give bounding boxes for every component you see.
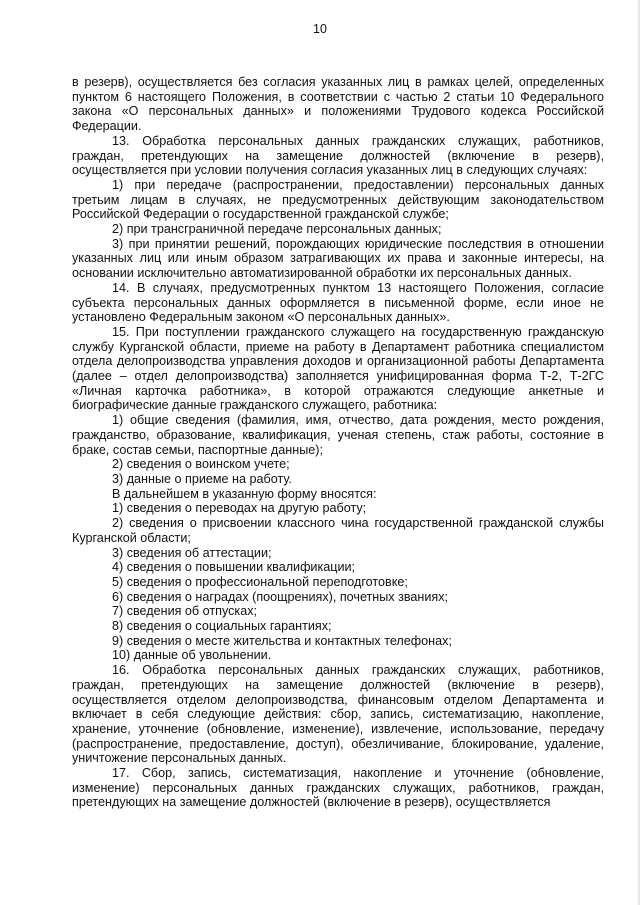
paragraph: 10) данные об увольнении. bbox=[112, 648, 272, 663]
paragraph: 3) при принятии решений, порождающих юридические последствия в отношении указанных лиц или иным образом затрагивающих их права и законные интересы, на основании исключительно автоматизированной обработки их персональных данных. bbox=[72, 236, 604, 281]
paragraph: 4) сведения о повышении квалификации; bbox=[112, 560, 356, 575]
paragraph: 1) общие сведения (фамилия, имя, отчество, дата рождения, место рождения, гражданство, образование, квалификация, ученая степень, стаж работы, состояние в браке, состав семьи, паспортные данные); bbox=[72, 413, 604, 457]
paragraph: 2) при трансграничной передаче персональных данных; bbox=[112, 222, 442, 237]
paragraph: В дальнейшем в указанную форму вносятся: bbox=[112, 486, 377, 501]
paragraph: 2) сведения о воинском учете; bbox=[112, 457, 290, 472]
paragraph: в резерв), осуществляется без согласия указанных лиц в рамках целей, определенных пунктом 6 настоящего Положения, в соответствии с частью 2 статьи 10 Федерального закона «О персональных данных» и положениями Трудового кодекса Российской Федерации. bbox=[72, 75, 604, 134]
paragraph: 13. Обработка персональных данных гражданских служащих, работников, граждан, претендующих на замещение должностей (включение в резерв), осуществляется при условии получения согласия указанных лиц в следующих случаях: bbox=[72, 133, 604, 178]
paragraph: 7) сведения об отпусках; bbox=[112, 604, 258, 619]
paragraph: 3) данные о приеме на работу. bbox=[112, 471, 292, 486]
document-body bbox=[72, 75, 604, 810]
paragraph: 14. В случаях, предусмотренных пунктом 13 настоящего Положения, согласие субъекта персональных данных оформляется в письменной форме, если иное не установлено Федеральным законом «О персональных данных». bbox=[72, 280, 604, 325]
paragraph: 16. Обработка персональных данных гражданских служащих, работников, граждан, претендующих на замещение должностей (включение в резерв), осуществляется отделом делопроизводства, финансовым отделом Департамента и включает в себя следующие действия: сбор, запись, систематизацию, накопление, хранение, уточнение (обновление, изменение), извлечение, использование, передачу (распространение, предоставление, доступ), обезличивание, блокирование, удаление, уничтожение персональных данных. bbox=[72, 663, 604, 766]
paragraph: 3) сведения об аттестации; bbox=[112, 545, 272, 560]
paragraph: 9) сведения о месте жительства и контактных телефонах; bbox=[112, 633, 452, 648]
paragraph: 1) сведения о переводах на другую работу; bbox=[112, 501, 367, 516]
paragraph: 15. При поступлении гражданского служащего на государственную гражданскую службу Курганской области, приеме на работу в Департамент работника специалистом отдела делопроизводства управления доходов и организационной работы Департамента (далее – отдел делопроизводства) заполняется унифицированная форма Т-2, Т-2ГС «Личная карточка работника», в которой отражаются следующие анкетные и биографические данные гражданского служащего, работника: bbox=[72, 324, 604, 413]
paragraph: 2) сведения о присвоении классного чина государственной гражданской службы Курганской области; bbox=[72, 516, 604, 545]
paragraph: 8) сведения о социальных гарантиях; bbox=[112, 619, 332, 634]
page-number: 10 bbox=[313, 22, 327, 36]
paragraph: 5) сведения о профессиональной переподготовке; bbox=[112, 574, 408, 589]
paragraph: 17. Сбор, запись, систематизация, накопление и уточнение (обновление, изменение) персональных данных гражданских служащих, работников, граждан, претендующих на замещение должностей (включение в резерв), осуществляется bbox=[72, 766, 604, 810]
paragraph: 1) при передаче (распространении, предоставлении) персональных данных третьим лицам в случаях, не предусмотренных действующим законодательством Российской Федерации о государственной гражданской службе; bbox=[72, 177, 604, 222]
paragraph: 6) сведения о наградах (поощрениях), почетных званиях; bbox=[112, 589, 449, 604]
